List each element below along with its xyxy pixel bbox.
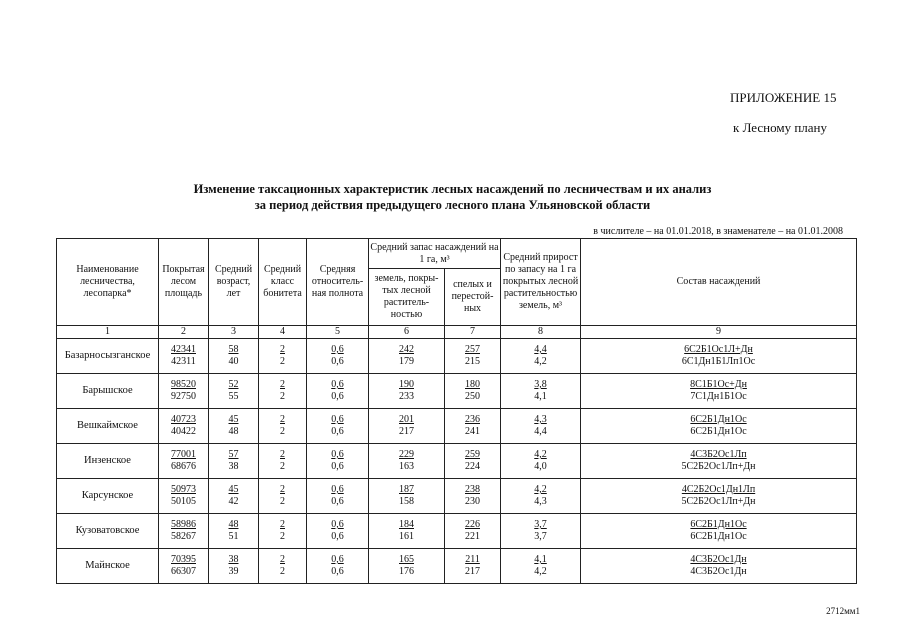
cell-composition — [581, 479, 857, 514]
denominator-2008: 38 — [228, 461, 239, 472]
numerator-2018: 180 — [465, 379, 480, 390]
forestry-name: Базарносызганское — [57, 339, 159, 374]
col-number: 6 — [369, 326, 445, 339]
cell-stock-ripe — [445, 549, 501, 584]
denominator-2008: 0,6 — [331, 356, 344, 367]
numerator-2018: 0,6 — [331, 554, 344, 565]
forestry-name: Вешкаймское — [57, 409, 159, 444]
cell-area — [159, 549, 209, 584]
numerator-2018: 238 — [465, 484, 480, 495]
col-header-name: Наименование лесничества, лесопарка* — [57, 239, 159, 326]
appendix-subtitle: к Лесному плану — [733, 120, 828, 135]
denominator-2008: 66307 — [171, 566, 196, 577]
denominator-2008: 6С1Дн1Б1Лп1Ос — [681, 356, 756, 367]
table-row — [57, 444, 857, 479]
numerator-2018: 3,8 — [534, 379, 547, 390]
denominator-2008: 217 — [465, 566, 480, 577]
cell-increment — [501, 339, 581, 374]
numerator-2018: 259 — [465, 449, 480, 460]
numerator-2018: 2 — [280, 449, 285, 460]
numerator-2018: 48 — [228, 519, 239, 530]
cell-composition — [581, 514, 857, 549]
numerator-2018: 45 — [228, 414, 239, 425]
denominator-2008: 224 — [465, 461, 480, 472]
page-stamp: 2712мм1 — [826, 606, 860, 616]
col-header-stock: Средний запас насаждений на 1 га, м³ — [369, 239, 501, 269]
numerator-2018: 4С3Б2Ос1Дн — [690, 554, 747, 565]
cell-stock-all — [369, 409, 445, 444]
numerator-2018: 184 — [399, 519, 414, 530]
denominator-2008: 50105 — [171, 496, 196, 507]
document-title — [0, 181, 905, 213]
numerator-2018: 4С2Б2Ос1Дн1Лп — [681, 484, 756, 495]
cell-stock-all — [369, 549, 445, 584]
numerator-2018: 187 — [399, 484, 414, 495]
denominator-2008: 3,7 — [534, 531, 547, 542]
cell-bonitet — [259, 514, 307, 549]
numerator-2018: 98520 — [171, 379, 196, 390]
cell-stock-ripe — [445, 409, 501, 444]
denominator-2008: 6С2Б1Дн1Ос — [690, 531, 747, 542]
cell-increment — [501, 479, 581, 514]
col-number: 7 — [445, 326, 501, 339]
denominator-2008: 39 — [228, 566, 239, 577]
col-number: 1 — [57, 326, 159, 339]
col-header-composition: Состав насаждений — [581, 239, 857, 326]
numerator-2018: 236 — [465, 414, 480, 425]
denominator-2008: 163 — [399, 461, 414, 472]
cell-density — [307, 479, 369, 514]
title-line-2: за период действия предыдущего лесного плана Ульяновской области — [254, 198, 651, 212]
numerator-2018: 242 — [399, 344, 414, 355]
cell-stock-all — [369, 514, 445, 549]
cell-increment — [501, 444, 581, 479]
denominator-2008: 4,4 — [534, 426, 547, 437]
numerator-2018: 190 — [399, 379, 414, 390]
cell-composition — [581, 409, 857, 444]
col-header-stock-all: земель, покры-тых лесной раститель-ностью — [369, 269, 445, 326]
numerator-2018: 0,6 — [331, 484, 344, 495]
col-header-age: Средний возраст, лет — [209, 239, 259, 326]
denominator-2008: 2 — [280, 391, 285, 402]
numerator-2018: 2 — [280, 344, 285, 355]
denominator-2008: 241 — [465, 426, 480, 437]
col-number: 4 — [259, 326, 307, 339]
denominator-2008: 179 — [399, 356, 414, 367]
denominator-2008: 6С2Б1Дн1Ос — [690, 426, 747, 437]
numerator-2018: 6С2Б1Ос1Л+Дн — [684, 344, 753, 355]
forestry-name: Кузоватовское — [57, 514, 159, 549]
denominator-2008: 0,6 — [331, 426, 344, 437]
denominator-2008: 250 — [465, 391, 480, 402]
denominator-2008: 2 — [280, 496, 285, 507]
cell-increment — [501, 514, 581, 549]
table-row — [57, 479, 857, 514]
cell-age — [209, 339, 259, 374]
denominator-2008: 215 — [465, 356, 480, 367]
cell-stock-all — [369, 339, 445, 374]
numerator-2018: 0,6 — [331, 414, 344, 425]
numerator-2018: 4С3Б2Ос1Лп — [690, 449, 747, 460]
table-row — [57, 374, 857, 409]
cell-increment — [501, 549, 581, 584]
cell-density — [307, 514, 369, 549]
denominator-2008: 0,6 — [331, 461, 344, 472]
denominator-2008: 4,2 — [534, 356, 547, 367]
denominator-2008: 55 — [228, 391, 239, 402]
cell-area — [159, 374, 209, 409]
denominator-2008: 221 — [465, 531, 480, 542]
numerator-2018: 77001 — [171, 449, 196, 460]
cell-bonitet — [259, 374, 307, 409]
table-note: в числителе – на 01.01.2018, в знаменателе – на 01.01.2008 — [593, 226, 843, 237]
numerator-2018: 0,6 — [331, 344, 344, 355]
col-header-area: Покрытая лесом площадь — [159, 239, 209, 326]
cell-age — [209, 549, 259, 584]
forestry-name: Барышское — [57, 374, 159, 409]
forestry-name: Инзенское — [57, 444, 159, 479]
numerator-2018: 4,1 — [534, 554, 547, 565]
forestry-name: Карсунское — [57, 479, 159, 514]
denominator-2008: 230 — [465, 496, 480, 507]
col-header-increment: Средний прирост по запасу на 1 га покрытых лесной растительностью земель, м³ — [501, 239, 581, 326]
denominator-2008: 158 — [399, 496, 414, 507]
numerator-2018: 38 — [228, 554, 239, 565]
denominator-2008: 176 — [399, 566, 414, 577]
cell-stock-ripe — [445, 374, 501, 409]
col-header-density: Средняя относитель-ная полнота — [307, 239, 369, 326]
col-number: 2 — [159, 326, 209, 339]
denominator-2008: 4,3 — [534, 496, 547, 507]
numerator-2018: 165 — [399, 554, 414, 565]
cell-composition — [581, 374, 857, 409]
forestry-name: Майнское — [57, 549, 159, 584]
numerator-2018: 2 — [280, 554, 285, 565]
denominator-2008: 48 — [228, 426, 239, 437]
cell-density — [307, 374, 369, 409]
denominator-2008: 7С1Дн1Б1Ос — [690, 391, 747, 402]
cell-increment — [501, 374, 581, 409]
col-number: 3 — [209, 326, 259, 339]
cell-stock-ripe — [445, 479, 501, 514]
denominator-2008: 4,2 — [534, 566, 547, 577]
numerator-2018: 226 — [465, 519, 480, 530]
numerator-2018: 257 — [465, 344, 480, 355]
numerator-2018: 211 — [465, 554, 480, 565]
denominator-2008: 4С3Б2Ос1Дн — [690, 566, 747, 577]
table-row — [57, 409, 857, 444]
numerator-2018: 58 — [228, 344, 239, 355]
numerator-2018: 58986 — [171, 519, 196, 530]
cell-bonitet — [259, 549, 307, 584]
denominator-2008: 2 — [280, 461, 285, 472]
denominator-2008: 4,1 — [534, 391, 547, 402]
cell-area — [159, 339, 209, 374]
denominator-2008: 42 — [228, 496, 239, 507]
cell-stock-all — [369, 444, 445, 479]
denominator-2008: 2 — [280, 356, 285, 367]
numerator-2018: 3,7 — [534, 519, 547, 530]
numerator-2018: 201 — [399, 414, 414, 425]
denominator-2008: 0,6 — [331, 531, 344, 542]
col-header-bonitet: Средний класс бонитета — [259, 239, 307, 326]
cell-stock-all — [369, 374, 445, 409]
denominator-2008: 40 — [228, 356, 239, 367]
numerator-2018: 2 — [280, 519, 285, 530]
column-numbers-row — [57, 326, 857, 339]
cell-increment — [501, 409, 581, 444]
cell-area — [159, 514, 209, 549]
cell-composition — [581, 549, 857, 584]
denominator-2008: 0,6 — [331, 391, 344, 402]
denominator-2008: 58267 — [171, 531, 196, 542]
numerator-2018: 42341 — [171, 344, 196, 355]
denominator-2008: 2 — [280, 531, 285, 542]
table-row — [57, 339, 857, 374]
cell-bonitet — [259, 479, 307, 514]
numerator-2018: 0,6 — [331, 519, 344, 530]
denominator-2008: 68676 — [171, 461, 196, 472]
cell-bonitet — [259, 444, 307, 479]
numerator-2018: 2 — [280, 484, 285, 495]
taxation-table — [56, 238, 857, 584]
numerator-2018: 2 — [280, 379, 285, 390]
table-row — [57, 514, 857, 549]
numerator-2018: 6С2Б1Дн1Ос — [690, 519, 747, 530]
denominator-2008: 217 — [399, 426, 414, 437]
numerator-2018: 52 — [228, 379, 239, 390]
cell-stock-all — [369, 479, 445, 514]
numerator-2018: 4,4 — [534, 344, 547, 355]
numerator-2018: 2 — [280, 414, 285, 425]
denominator-2008: 0,6 — [331, 566, 344, 577]
cell-age — [209, 444, 259, 479]
numerator-2018: 4,2 — [534, 484, 547, 495]
denominator-2008: 40422 — [171, 426, 196, 437]
cell-area — [159, 479, 209, 514]
denominator-2008: 233 — [399, 391, 414, 402]
cell-stock-ripe — [445, 339, 501, 374]
denominator-2008: 2 — [280, 566, 285, 577]
cell-composition — [581, 339, 857, 374]
cell-density — [307, 549, 369, 584]
numerator-2018: 50973 — [171, 484, 196, 495]
cell-density — [307, 339, 369, 374]
cell-bonitet — [259, 339, 307, 374]
appendix-label: ПРИЛОЖЕНИЕ 15 — [730, 90, 837, 105]
numerator-2018: 229 — [399, 449, 414, 460]
numerator-2018: 8С1Б1Ос+Дн — [690, 379, 747, 390]
table-row — [57, 549, 857, 584]
denominator-2008: 42311 — [171, 356, 196, 367]
numerator-2018: 70395 — [171, 554, 196, 565]
title-line-1: Изменение таксационных характеристик лесных насаждений по лесничествам и их анализ — [193, 182, 712, 196]
denominator-2008: 4,0 — [534, 461, 547, 472]
cell-age — [209, 479, 259, 514]
cell-area — [159, 409, 209, 444]
cell-composition — [581, 444, 857, 479]
col-header-stock-ripe: спелых и перестой-ных — [445, 269, 501, 326]
cell-density — [307, 444, 369, 479]
cell-area — [159, 444, 209, 479]
denominator-2008: 92750 — [171, 391, 196, 402]
numerator-2018: 45 — [228, 484, 239, 495]
cell-density — [307, 409, 369, 444]
denominator-2008: 161 — [399, 531, 414, 542]
col-number: 8 — [501, 326, 581, 339]
numerator-2018: 40723 — [171, 414, 196, 425]
cell-stock-ripe — [445, 444, 501, 479]
cell-stock-ripe — [445, 514, 501, 549]
cell-age — [209, 374, 259, 409]
numerator-2018: 57 — [228, 449, 239, 460]
denominator-2008: 5С2Б2Ос1Лп+Дн — [681, 496, 756, 507]
col-number: 9 — [581, 326, 857, 339]
numerator-2018: 0,6 — [331, 379, 344, 390]
denominator-2008: 5С2Б2Ос1Лп+Дн — [681, 461, 756, 472]
denominator-2008: 0,6 — [331, 496, 344, 507]
numerator-2018: 4,2 — [534, 449, 547, 460]
cell-age — [209, 409, 259, 444]
numerator-2018: 0,6 — [331, 449, 344, 460]
col-number: 5 — [307, 326, 369, 339]
numerator-2018: 4,3 — [534, 414, 547, 425]
denominator-2008: 51 — [228, 531, 239, 542]
denominator-2008: 2 — [280, 426, 285, 437]
cell-age — [209, 514, 259, 549]
numerator-2018: 6С2Б1Дн1Ос — [690, 414, 747, 425]
cell-bonitet — [259, 409, 307, 444]
